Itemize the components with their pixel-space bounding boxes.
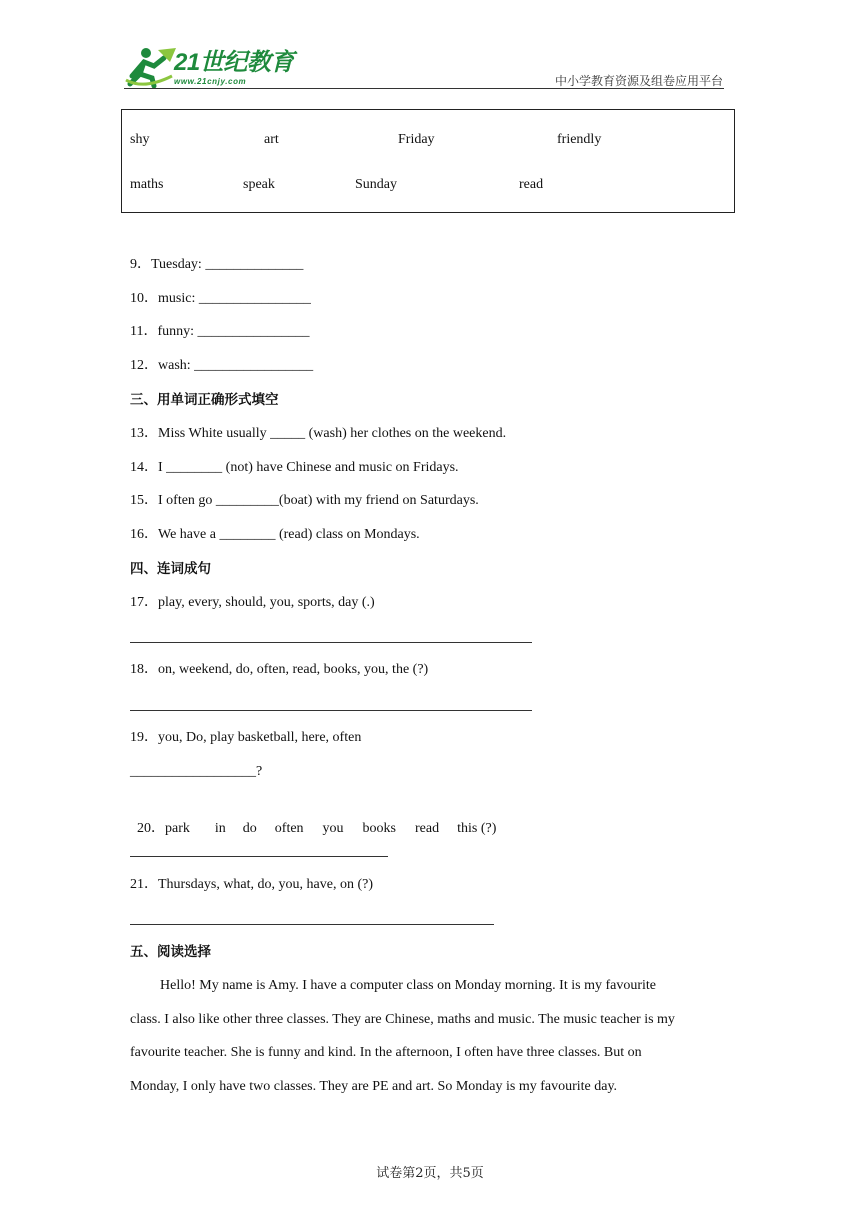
page-footer: 试卷第2页，共5页: [376, 1166, 484, 1181]
word-friday: Friday: [398, 132, 435, 147]
section-5-heading: 五、阅读选择: [130, 944, 211, 960]
word-bank-box: [121, 109, 735, 213]
answer-line-18: [130, 710, 532, 711]
section-3-heading: 三、用单词正确形式填空: [130, 392, 279, 408]
word-read: read: [519, 177, 544, 192]
passage-line-4: Monday, I only have two classes. They are PE and art. So Monday is my favourite day.: [130, 1079, 618, 1094]
question-16: 16．We have a ________ (read) class on Mondays.: [130, 527, 420, 542]
word-art: art: [264, 132, 279, 147]
question-19: 19．you, Do, play basketball, here, often: [130, 730, 362, 745]
question-15: 15．I often go _________(boat) with my friend on Saturdays.: [130, 493, 479, 508]
question-14: 14．I ________ (not) have Chinese and music on Fridays.: [130, 460, 459, 475]
question-11: 11．funny: ________________: [130, 324, 310, 339]
question-9: 9．Tuesday: ______________: [130, 257, 304, 272]
logo-url-text: www.21cnjy.com: [174, 77, 247, 86]
word-sunday: Sunday: [355, 177, 397, 192]
passage-line-2: class. I also like other three classes. They are Chinese, maths and music. The music teacher is my: [130, 1012, 675, 1027]
answer-19: __________________?: [130, 764, 263, 779]
answer-line-20: [130, 856, 388, 857]
site-logo: [124, 44, 299, 92]
q20-word: read: [415, 821, 440, 836]
logo-brand-text: 21世纪教育: [174, 49, 294, 76]
question-12: 12．wash: _________________: [130, 358, 314, 373]
passage-line-3: favourite teacher. She is funny and kind. In the afternoon, I often have three classes. But on: [130, 1045, 642, 1060]
question-21: 21．Thursdays, what, do, you, have, on (?): [130, 877, 374, 892]
q20-word: often: [274, 821, 304, 836]
passage-line-1: Hello! My name is Amy. I have a computer class on Monday morning. It is my favourite: [160, 978, 656, 993]
word-shy: shy: [130, 132, 150, 147]
platform-name: 中小学教育资源及组卷应用平台: [554, 74, 723, 88]
q20-word: books: [362, 821, 396, 836]
q20-word: this (?): [457, 821, 497, 836]
question-10: 10．music: ________________: [130, 291, 311, 306]
word-maths: maths: [130, 177, 164, 192]
question-13: 13．Miss White usually _____ (wash) her clothes on the weekend.: [130, 426, 507, 441]
q20-word: park: [165, 821, 190, 836]
question-18: 18．on, weekend, do, often, read, books, you, the (?): [130, 662, 429, 677]
q20-word: you: [322, 821, 344, 836]
word-speak: speak: [243, 177, 275, 192]
answer-line-21: [130, 924, 494, 925]
answer-line-17: [130, 642, 532, 643]
word-friendly: friendly: [557, 132, 602, 147]
question-17: 17．play, every, should, you, sports, day (.): [130, 595, 375, 610]
section-4-heading: 四、连词成句: [130, 561, 211, 577]
q20-word: do: [242, 821, 257, 836]
question-20-number: 20．: [137, 821, 165, 836]
question-20: [130, 802, 496, 838]
header-divider: [124, 88, 724, 89]
q20-word: in: [214, 821, 226, 836]
